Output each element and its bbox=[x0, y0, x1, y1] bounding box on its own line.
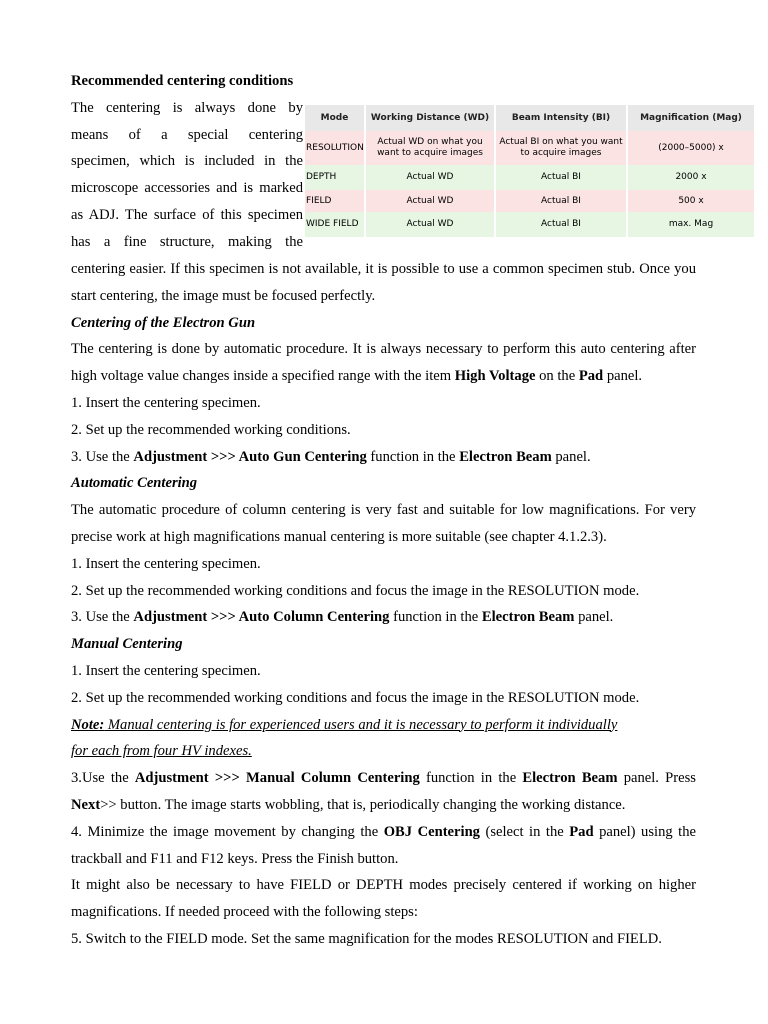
table-cell: Actual BI bbox=[495, 212, 627, 237]
table-cell-mode: RESOLUTION bbox=[305, 131, 365, 165]
table-header-cell: Beam Intensity (BI) bbox=[495, 105, 627, 131]
table-cell: Actual WD on what you want to acquire images bbox=[365, 131, 495, 165]
auto-heading: Automatic Centering bbox=[71, 475, 198, 492]
manual-step-1: 1. Insert the centering specimen. bbox=[71, 662, 261, 679]
manual-step-2: 2. Set up the recommended working conditions and focus the image in the RESOLUTION mode. bbox=[71, 689, 640, 706]
document-body bbox=[71, 68, 696, 953]
table-cell-mode: DEPTH bbox=[305, 165, 365, 190]
intro-line: means of a special centering bbox=[71, 126, 303, 143]
intro-line: as ADJ. The surface of this specimen bbox=[71, 206, 303, 223]
table-cell: Actual WD bbox=[365, 165, 495, 190]
table-cell: Actual BI bbox=[495, 190, 627, 212]
manual-heading: Manual Centering bbox=[71, 636, 183, 653]
table-cell: Actual WD bbox=[365, 212, 495, 237]
table-cell: Actual BI bbox=[495, 165, 627, 190]
table-cell: (2000–5000) x bbox=[627, 131, 755, 165]
table-header-cell: Mode bbox=[305, 105, 365, 131]
gun-paragraph: The centering is done by automatic procedure. It is always necessary to perform this auto centering after high voltage value changes inside a specified range with the item High Voltage on the Pad panel. bbox=[71, 341, 696, 385]
table-header-cell: Magnification (Mag) bbox=[627, 105, 755, 131]
intro-line: microscope accessories and is marked bbox=[71, 180, 303, 197]
table-cell-mode: FIELD bbox=[305, 190, 365, 212]
intro-line: specimen, which is included in the bbox=[71, 153, 303, 170]
auto-step-3: 3. Use the Adjustment >>> Auto Column Centering function in the Electron Beam panel. bbox=[71, 609, 614, 626]
section-title: Recommended centering conditions bbox=[71, 73, 294, 89]
table-cell: max. Mag bbox=[627, 212, 755, 237]
auto-paragraph: The automatic procedure of column centering is very fast and suitable for low magnifications. For very precise work at high magnifications manual centering is more suitable (see chapter 4.1.2.3). bbox=[71, 502, 696, 545]
table-cell-mode: WIDE FIELD bbox=[305, 212, 365, 237]
table-cell: 500 x bbox=[627, 190, 755, 212]
intro-section bbox=[71, 68, 696, 256]
gun-step-3: 3. Use the Adjustment >>> Auto Gun Centering function in the Electron Beam panel. bbox=[71, 448, 591, 465]
manual-step-3: 3.Use the Adjustment >>> Manual Column Centering function in the Electron Beam panel. Press Next>> button. The image starts wobbling, that is, periodically changing the working distance. bbox=[71, 770, 696, 813]
gun-step-1: 1. Insert the centering specimen. bbox=[71, 394, 261, 411]
manual-step-4: 4. Minimize the image movement by changing the OBJ Centering (select in the Pad panel) using the trackball and F11 and F12 keys. Press the Finish button. bbox=[71, 823, 696, 867]
table-cell: 2000 x bbox=[627, 165, 755, 190]
note-line-2: for each from four HV indexes. bbox=[71, 743, 252, 760]
note-line-1: Note: Manual centering is for experienced users and it is necessary to perform it individually bbox=[71, 716, 618, 733]
table-header-cell: Working Distance (WD) bbox=[365, 105, 495, 131]
intro-line: The centering is always done by bbox=[71, 99, 303, 116]
manual-paragraph: It might also be necessary to have FIELD or DEPTH modes precisely centered if working on higher magnifications. If needed proceed with the following steps: bbox=[71, 877, 696, 921]
gun-step-2: 2. Set up the recommended working conditions. bbox=[71, 421, 351, 438]
manual-step-5: 5. Switch to the FIELD mode. Set the same magnification for the modes RESOLUTION and FIELD. bbox=[71, 930, 662, 947]
table-cell: Actual WD bbox=[365, 190, 495, 212]
auto-step-1: 1. Insert the centering specimen. bbox=[71, 555, 261, 572]
table-cell: Actual BI on what you want to acquire images bbox=[495, 131, 627, 165]
intro-paragraph: centering easier. If this specimen is not available, it is possible to use a common specimen stub. Once you start centering, the image must be focused perfectly. bbox=[71, 261, 696, 304]
gun-heading: Centering of the Electron Gun bbox=[71, 314, 256, 331]
intro-line: has a fine structure, making the bbox=[71, 233, 303, 250]
auto-step-2: 2. Set up the recommended working conditions and focus the image in the RESOLUTION mode. bbox=[71, 582, 640, 599]
